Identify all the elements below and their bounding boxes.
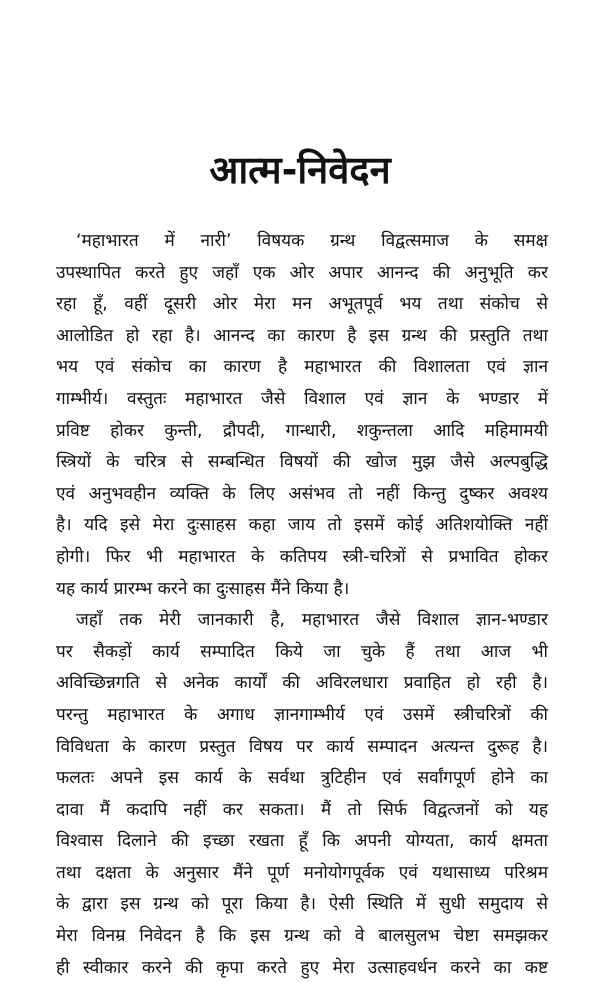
text-line: परन्तु महाभारत के अगाध ज्ञानगाम्भीर्य एवं उसमें स्त्रीचरित्रों की <box>56 704 548 725</box>
text-line: दावा मैं कदापि नहीं कर सकता। मैं तो सिर्फ विद्वत्जनों को यह <box>56 799 548 820</box>
text-line: एवं अनुभवहीन व्यक्ति के लिए असंभव तो नहीं किन्तु दुष्कर अवश्य <box>56 483 548 504</box>
text-line: है। यदि इसे मेरा दुःसाहस कहा जाय तो इसमें कोई अतिशयोक्ति नहीं <box>56 515 548 536</box>
body-text <box>56 226 548 984</box>
text-line: तथा दक्षता के अनुसार मैंने पूर्ण मनोयोगपूर्वक एवं यथासाध्य परिश्रम <box>56 862 548 883</box>
paragraph-2 <box>56 605 548 984</box>
text-line: ‘महाभारत में नारी’ विषयक ग्रन्थ विद्वत्समाज के समक्ष <box>76 231 548 251</box>
text-line: रहा हूँ, वहीं दूसरी ओर मेरा मन अभूतपूर्व भय तथा संकोच से <box>56 294 548 315</box>
text-line: गाम्भीर्य। वस्तुतः महाभारत जैसे विशाल एवं ज्ञान के भण्डार में <box>56 388 548 409</box>
text-line: उपस्थापित करते हुए जहाँ एक ओर अपार आनन्द की अनुभूति कर <box>56 262 548 283</box>
text-line: पर सैकड़ों कार्य सम्पादित किये जा चुके हैं तथा आज भी <box>56 641 548 662</box>
text-line: जहाँ तक मेरी जानकारी है, महाभारत जैसे विशाल ज्ञान-भण्डार <box>76 610 548 631</box>
paragraph-1 <box>56 226 548 605</box>
text-line: यह कार्य प्रारम्भ करने का दुःसाहस मैंने किया है। <box>56 578 350 599</box>
text-line: भय एवं संकोच का कारण है महाभारत की विशालता एवं ज्ञान <box>56 357 548 378</box>
text-line: मेरा विनम्र निवेदन है कि इस ग्रन्थ को वे बालसुलभ चेष्टा समझकर <box>56 926 548 947</box>
text-line: फलतः अपने इस कार्य के सर्वथा त्रुटिहीन एवं सर्वांगपूर्ण होने का <box>56 768 548 789</box>
text-line: विश्वास दिलाने की इच्छा रखता हूँ कि अपनी योग्यता, कार्य क्षमता <box>56 831 548 852</box>
text-line: होगी। फिर भी महाभारत के कतिपय स्त्री-चरित्रों से प्रभावित होकर <box>56 546 548 567</box>
text-line: अविच्छिन्नगति से अनेक कार्यों की अविरलधारा प्रवाहित हो रही है। <box>56 673 548 694</box>
page-title: आत्म-निवेदन <box>209 148 391 192</box>
text-line: आलोडित हो रहा है। आनन्द का कारण है इस ग्रन्थ की प्रस्तुति तथा <box>56 325 548 346</box>
text-line: प्रविष्ट होकर कुन्ती, द्रौपदी, गान्धारी, शकुन्तला आदि महिमामयी <box>56 420 548 441</box>
text-line: स्त्रियों के चरित्र से सम्बन्धित विषयों की खोज मुझ जैसे अल्पबुद्धि <box>56 452 548 473</box>
text-line: विविधता के कारण प्रस्तुत विषय पर कार्य सम्पादन अत्यन्त दुरूह है। <box>56 736 548 757</box>
text-line: के द्वारा इस ग्रन्थ को पूरा किया है। ऐसी स्थिति में सुधी समुदाय से <box>56 894 548 915</box>
text-line: ही स्वीकार करने की कृपा करते हुए मेरा उत्साहवर्धन करने का कष्ट <box>56 957 548 978</box>
